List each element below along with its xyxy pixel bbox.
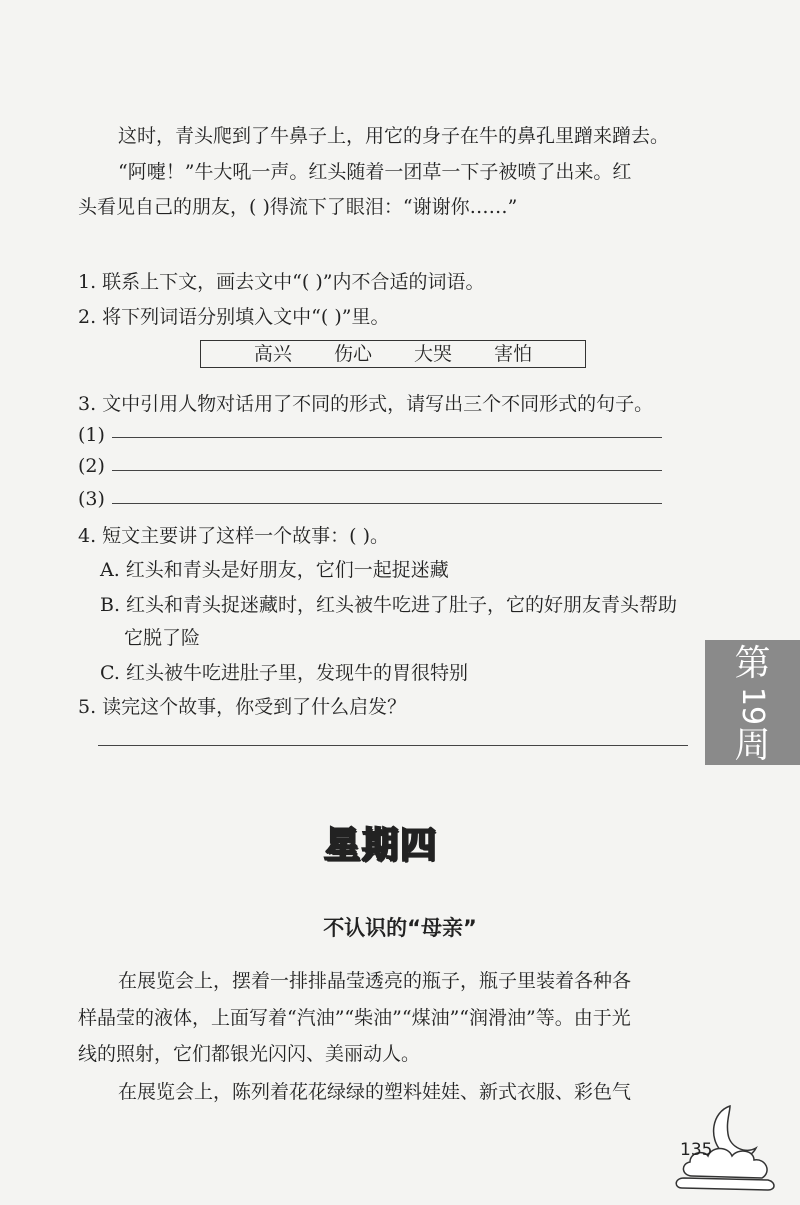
story-line-2: “阿嚏！”牛大吼一声。红头随着一团草一下子被喷了出来。红 [118, 161, 632, 183]
article-title: 不认识的“母亲” [323, 916, 477, 940]
article-p1-line-1: 在展览会上，摆着一排排晶莹透亮的瓶子，瓶子里装着各种各 [118, 970, 632, 992]
question-5: 5. 读完这个故事，你受到了什么启发？ [78, 696, 407, 718]
word-box-item: 大哭 [414, 343, 453, 365]
story-line-3: 头看见自己的朋友，( )得流下了眼泪：“谢谢你……” [78, 196, 518, 218]
question-1: 1. 联系上下文，画去文中“( )”内不合适的词语。 [78, 271, 485, 293]
option-a: A. 红头和青头是好朋友，它们一起捉迷藏 [100, 559, 449, 581]
answer-label-1: (1) [78, 424, 105, 446]
day-badge: 星期四 [324, 825, 439, 866]
story-line-1: 这时，青头爬到了牛鼻子上，用它的身子在牛的鼻孔里蹭来蹭去。 [118, 125, 670, 147]
option-b-line-1: B. 红头和青头捉迷藏时，红头被牛吃进了肚子，它的好朋友青头帮助 [100, 594, 678, 616]
word-box-item: 伤心 [333, 343, 372, 365]
answer-line-5[interactable] [98, 745, 688, 746]
answer-line-2[interactable] [112, 470, 662, 471]
option-b-line-2: 它脱了险 [124, 627, 201, 649]
article-p1-line-2: 样晶莹的液体，上面写着“汽油”“柴油”“煤油”“润滑油”等。由于光 [78, 1007, 631, 1029]
word-box-item: 害怕 [494, 343, 533, 365]
question-4: 4. 短文主要讲了这样一个故事：( )。 [78, 525, 390, 547]
answer-line-1[interactable] [112, 437, 662, 438]
question-2: 2. 将下列词语分别填入文中“( )”里。 [78, 306, 390, 328]
question-3: 3. 文中引用人物对话用了不同的形式，请写出三个不同形式的句子。 [78, 393, 654, 415]
week-tab-di: 第 [734, 643, 771, 684]
page-number: 135 [680, 1140, 713, 1160]
article-p2-line-1: 在展览会上，陈列着花花绿绿的塑料娃娃、新式衣服、彩色气 [118, 1081, 632, 1103]
week-tab-number: 19 [735, 686, 771, 726]
week-tab-zhou: 周 [734, 725, 771, 766]
week-tab [705, 640, 800, 765]
answer-label-3: (3) [78, 488, 105, 510]
answer-line-3[interactable] [112, 503, 662, 504]
option-c: C. 红头被牛吃进肚子里，发现牛的胃很特别 [100, 662, 468, 684]
word-box-item: 高兴 [253, 343, 292, 365]
article-p1-line-3: 线的照射，它们都银光闪闪、美丽动人。 [78, 1043, 421, 1065]
word-box [200, 340, 586, 368]
answer-label-2: (2) [78, 455, 105, 477]
